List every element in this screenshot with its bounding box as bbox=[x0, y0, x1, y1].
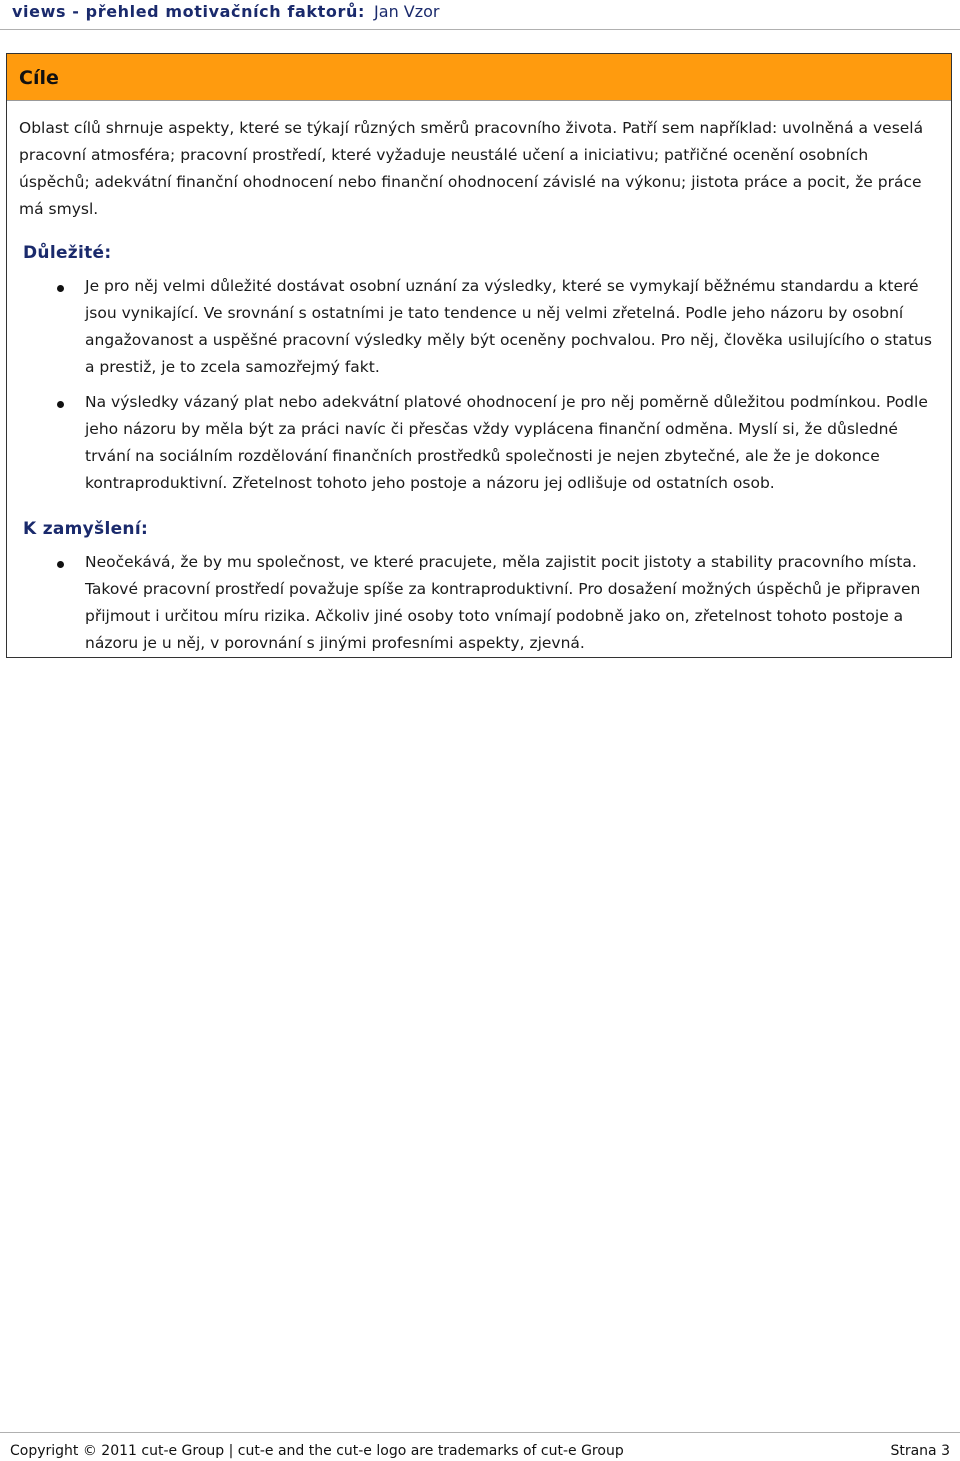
page-number: Strana 3 bbox=[890, 1443, 950, 1459]
page-header bbox=[12, 0, 440, 24]
bullet-icon bbox=[57, 561, 64, 568]
footer-divider bbox=[0, 1432, 960, 1433]
list-item bbox=[7, 273, 951, 381]
header-divider bbox=[0, 29, 960, 30]
report-title: views - přehled motivačních faktorů: bbox=[12, 2, 365, 21]
candidate-name: Jan Vzor bbox=[374, 2, 440, 21]
list-item bbox=[7, 549, 951, 657]
page-footer bbox=[10, 1441, 950, 1461]
list-item bbox=[7, 389, 951, 497]
bullet-icon bbox=[57, 401, 64, 408]
section-title: Cíle bbox=[19, 67, 59, 89]
copyright-text: Copyright © 2011 cut-e Group | cut-e and the cut-e logo are trademarks of cut-e Group bbox=[10, 1443, 624, 1459]
important-heading: Důležité: bbox=[23, 243, 112, 263]
section-intro: Oblast cílů shrnuje aspekty, které se týkají různých směrů pracovního života. Patří sem například: uvolněná a veselá pracovní atmosféra; pracovní prostředí, které vyžaduje neustálé učení a iniciativu; patřičné ocenění osobních úspěchů; adekvátní finanční ohodnocení nebo finanční ohodnocení závislé na výkonu; jistota práce a pocit, že práce má smysl. bbox=[19, 119, 924, 218]
goals-section bbox=[6, 53, 952, 658]
important-list bbox=[7, 273, 951, 497]
list-item-text: Na výsledky vázaný plat nebo adekvátní platové ohodnocení je pro něj poměrně důležitou podmínkou. Podle jeho názoru by měla být za práci navíc či přesčas vždy vyplácena finanční odměna. Myslí si, že důsledné trvání na sociálním rozdělování finančních prostředků společnosti je nejen zbytečné, ale že je dokonce kontraproduktivní. Zřetelnost tohoto jeho postoje a názoru jej odlišuje od ostatních osob. bbox=[85, 393, 928, 492]
reflection-heading: K zamyšlení: bbox=[23, 519, 149, 539]
section-title-bar bbox=[7, 54, 951, 101]
list-item-text: Neočekává, že by mu společnost, ve které pracujete, měla zajistit pocit jistoty a stability pracovního místa. Takové pracovní prostředí považuje spíše za kontraproduktivní. Pro dosažení možných úspěchů je připraven přijmout i určitou míru rizika. Ačkoliv jiné osoby toto vnímají podobně jako on, zřetelnost tohoto postoje a názoru je u něj, v porovnání s jinými profesními aspekty, zjevná. bbox=[85, 553, 921, 652]
bullet-icon bbox=[57, 285, 64, 292]
list-item-text: Je pro něj velmi důležité dostávat osobní uznání za výsledky, které se vymykají běžnému standardu a které jsou vynikající. Ve srovnání s ostatními je tato tendence u něj velmi zřetelná. Podle jeho názoru by osobní angažovanost a uspěšné pracovní výsledky měly být oceněny pochvalou. Pro něj, člověka usilujícího o status a prestiž, je to zcela samozřejmý fakt. bbox=[85, 277, 932, 376]
reflection-list bbox=[7, 549, 951, 657]
